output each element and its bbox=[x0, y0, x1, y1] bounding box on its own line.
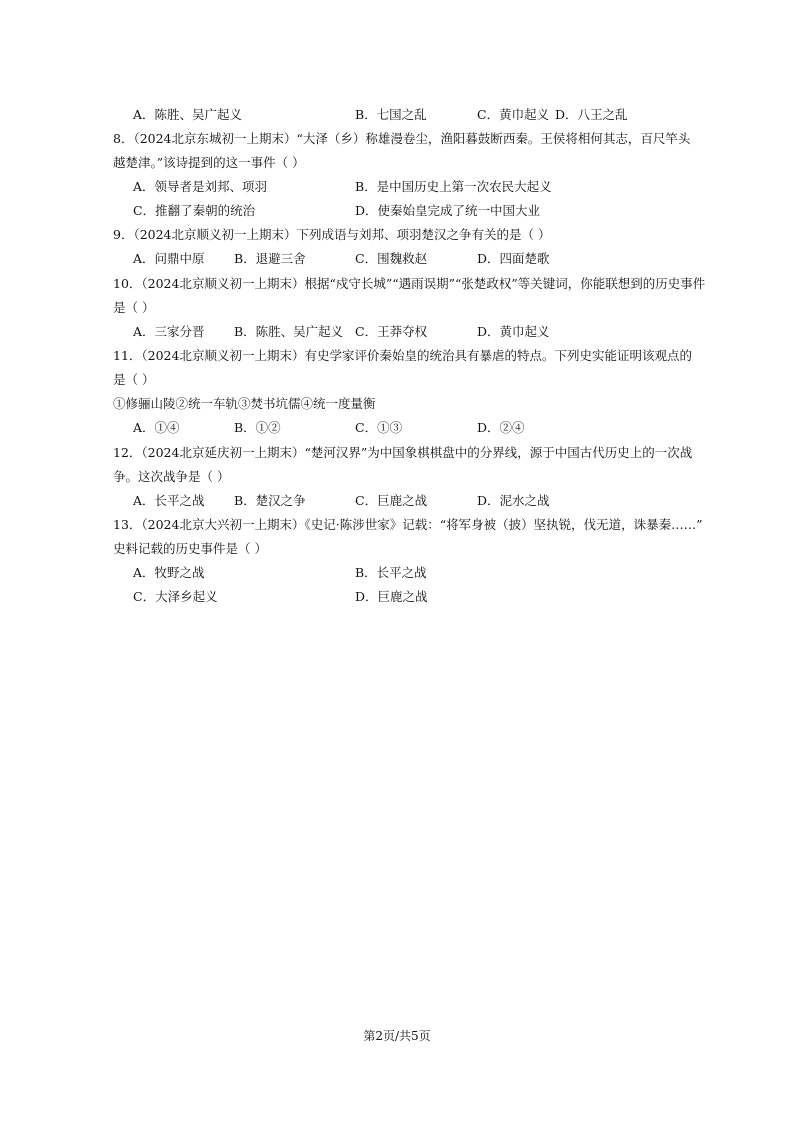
q11-stem-line-1: 11．（2024北京顺义初一上期末）有史学家评价秦始皇的统治具有暴虐的特点。下列史实能证明该观点的 bbox=[113, 348, 692, 363]
q11-stem-line-3: ①修骊山陵②统一车轨③焚书坑儒④统一度量衡 bbox=[113, 396, 376, 411]
q7-option-d: D．八王之乱 bbox=[555, 107, 628, 122]
q10-option-b: B．陈胜、吴广起义 bbox=[234, 324, 344, 339]
q12-option-b: B．楚汉之争 bbox=[234, 493, 306, 508]
q11-option-d: D．②④ bbox=[477, 420, 525, 435]
q13-option-b: B．长平之战 bbox=[355, 565, 427, 580]
q11-option-c: C．①③ bbox=[355, 420, 403, 435]
q12-option-c: C．巨鹿之战 bbox=[355, 493, 428, 508]
q8-option-a: A．领导者是刘邦、项羽 bbox=[133, 179, 268, 194]
q13-stem-line-2: 史料记载的历史事件是（ ） bbox=[113, 541, 267, 556]
q8-option-c: C．推翻了秦朝的统治 bbox=[133, 203, 256, 218]
q9-option-b: B．退避三舍 bbox=[234, 251, 306, 266]
q13-option-d: D．巨鹿之战 bbox=[355, 589, 428, 604]
q9-option-d: D．四面楚歌 bbox=[477, 251, 550, 266]
q13-option-a: A．牧野之战 bbox=[133, 565, 205, 580]
q12-stem-line-1: 12．（2024北京延庆初一上期末）“楚河汉界”为中国象棋棋盘中的分界线，源于中国古代历史上的一次战 bbox=[113, 445, 693, 460]
q12-option-d: D．泥水之战 bbox=[477, 493, 550, 508]
q7-option-a: A．陈胜、吴广起义 bbox=[133, 107, 243, 122]
q11-option-a: A．①④ bbox=[133, 420, 180, 435]
q11-option-b: B．①② bbox=[234, 420, 281, 435]
q8-option-b: B．是中国历史上第一次农民大起义 bbox=[355, 179, 552, 194]
q12-option-a: A．长平之战 bbox=[133, 493, 205, 508]
q12-stem-line-2: 争。这次战争是（ ） bbox=[113, 469, 230, 484]
q10-stem-line-1: 10．（2024北京顺义初一上期末）根据“戍守长城”“遇雨误期”“张楚政权”等关键词，你能联想到的历史事件 bbox=[113, 276, 706, 291]
q13-stem-line-1: 13．（2024北京大兴初一上期末）《史记·陈涉世家》记载：“将军身被（披）坚执锐，伐无道，诛暴秦……” bbox=[113, 517, 703, 532]
q10-stem-line-2: 是（ ） bbox=[113, 300, 155, 315]
q10-option-c: C．王莽夺权 bbox=[355, 324, 428, 339]
q7-option-c: C．黄巾起义 bbox=[477, 107, 550, 122]
q9-option-a: A．问鼎中原 bbox=[133, 251, 205, 266]
q11-stem-line-2: 是（ ） bbox=[113, 372, 155, 387]
q8-stem-line-2: 越楚津。”该诗提到的这一事件（ ） bbox=[113, 155, 305, 170]
q8-option-d: D．使秦始皇完成了统一中国大业 bbox=[355, 203, 541, 218]
q10-option-d: D．黄巾起义 bbox=[477, 324, 550, 339]
q10-option-a: A．三家分晋 bbox=[133, 324, 205, 339]
q9-option-c: C．围魏救赵 bbox=[355, 251, 428, 266]
q8-stem-line-1: 8．（2024北京东城初一上期末）“大泽（乡）称雄漫卷尘，渔阳暮鼓断西秦。王侯将相何其志，百尺竿头 bbox=[113, 131, 691, 146]
q7-option-b: B．七国之乱 bbox=[355, 107, 427, 122]
q9-stem-line-1: 9．（2024北京顺义初一上期末）下列成语与刘邦、项羽楚汉之争有关的是（ ） bbox=[113, 227, 551, 242]
page-number-footer: 第2页/共5页 bbox=[363, 1029, 431, 1043]
q13-option-c: C．大泽乡起义 bbox=[133, 589, 218, 604]
